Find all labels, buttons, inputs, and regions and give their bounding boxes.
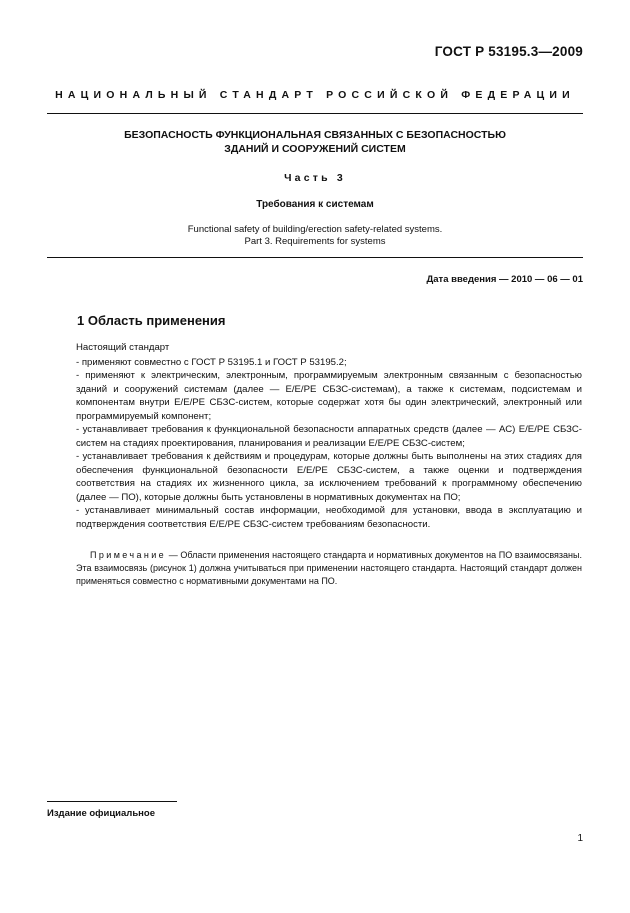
english-title xyxy=(60,224,570,248)
page-number: 1 xyxy=(577,833,583,844)
paragraph-item: - устанавливает минимальный состав информации, необходимой для установки, ввода в эксплуатацию и подтверждения соответствия Е/Е/РЕ СБЗС-систем требованиям безопасности. xyxy=(76,505,582,530)
document-title xyxy=(60,128,570,156)
section-heading: 1 Область применения xyxy=(77,313,226,328)
paragraph-item: - устанавливает требования к действиям и процедурам, которые должны быть выполнены на этих стадиях для обеспечения функциональной безопасности Е/Е/РЕ СБЗС-систем, а также оценки и подтверждения соответствия на стадиях их жизненного цикла, за исключением требований к программному обеспечению (далее — ПО), которые должны быть установлены в нормативных документах на ПО; xyxy=(76,451,582,503)
footer-divider xyxy=(47,801,177,802)
note-label: Примечание xyxy=(90,550,167,560)
part-label: Часть 3 xyxy=(284,172,346,184)
english-title-line-1: Functional safety of building/erection safety-related systems. xyxy=(187,224,443,235)
paragraph-item: - применяют к электрическим, электронным, программируемым электронным связанным с безопасностью зданий и сооружений системам (далее — Е/Е/РЕ СБЗС-системам), а также к системам, подсистемам и компонентам внутри Е/Е/РЕ СБЗС-систем, которые содержат хотя бы один электрический, электронный или программируемый компонент; xyxy=(76,370,582,422)
note xyxy=(76,549,582,588)
top-divider xyxy=(47,113,583,114)
edition-label: Издание официальное xyxy=(47,808,155,819)
paragraph-item: - устанавливает требования к функциональной безопасности аппаратных средств (далее — АС) Е/Е/РЕ СБЗС-систем на стадиях проектирования, планирования и реализации Е/Е/РЕ СБЗС-систем; xyxy=(76,424,582,449)
middle-divider xyxy=(47,257,583,258)
english-title-line-2: Part 3. Requirements for systems xyxy=(244,236,386,247)
document-code: ГОСТ Р 53195.3—2009 xyxy=(434,44,583,59)
note-text: — Области применения настоящего стандарта и нормативных документов на ПО взаимосвязаны. Эта взаимосвязь (рисунок 1) должна учитываться при применении настоящего стандарта. Настоящий стандарт должен применяться совместно с нормативными документами на ПО. xyxy=(76,550,582,586)
title-line-1: БЕЗОПАСНОСТЬ ФУНКЦИОНАЛЬНАЯ СВЯЗАННЫХ С БЕЗОПАСНОСТЬЮ xyxy=(124,129,506,141)
national-standard-banner: НАЦИОНАЛЬНЫЙ СТАНДАРТ РОССИЙСКОЙ ФЕДЕРАЦИИ xyxy=(55,89,575,101)
paragraph-item: - применяют совместно с ГОСТ Р 53195.1 и ГОСТ Р 53195.2; xyxy=(76,356,347,368)
section-body xyxy=(76,341,582,531)
paragraph-intro: Настоящий стандарт xyxy=(76,342,170,353)
title-line-2: ЗДАНИЙ И СООРУЖЕНИЙ СИСТЕМ xyxy=(224,143,406,155)
document-subtitle: Требования к системам xyxy=(256,199,374,210)
introduction-date: Дата введения — 2010 — 06 — 01 xyxy=(426,274,583,285)
